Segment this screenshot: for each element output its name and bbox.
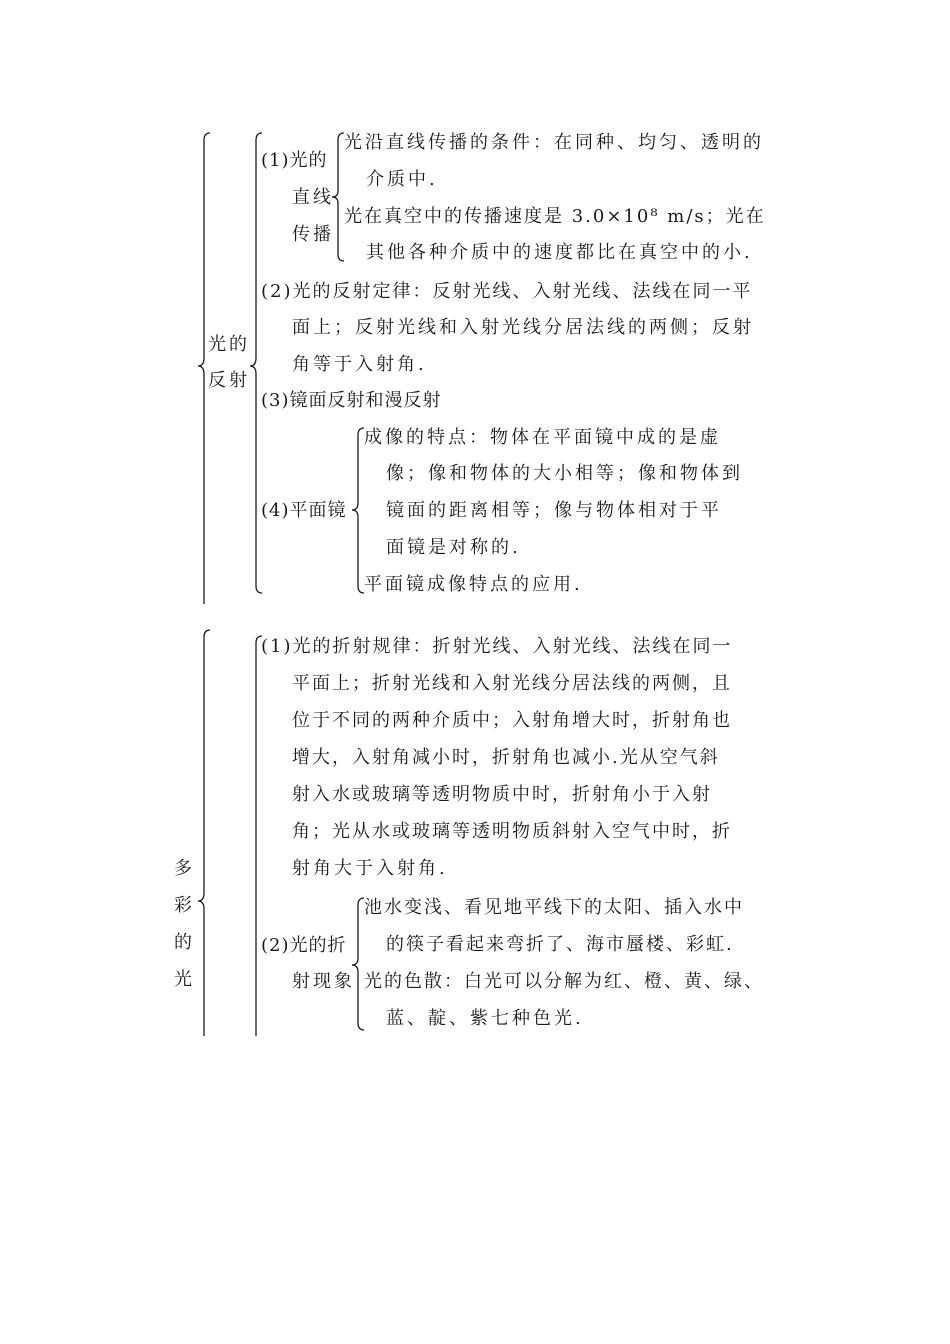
- reflection-law-1: (2)光的反射定律：反射光线、入射光线、法线在同一平: [261, 281, 753, 302]
- mirror-text-1: 成像的特点：物体在平面镜中成的是虚: [364, 427, 721, 448]
- root-reflection-line2: 反射: [208, 370, 250, 391]
- reflection-law-3: 角等于入射角.: [292, 354, 427, 375]
- mirror-text-3: 镜面的距离相等；像与物体相对于平: [386, 500, 722, 521]
- propagation-text-4: 其他各种介质中的速度都比在真空中的小.: [366, 242, 753, 263]
- reflection-law-2: 面上；反射光线和入射光线分居法线的两侧；反射: [292, 317, 754, 338]
- brace-mirror: [352, 428, 364, 593]
- refraction-law-1: (1)光的折射规律：折射光线、入射光线、法线在同一: [261, 636, 733, 657]
- root-colorful-1: 多: [174, 858, 192, 879]
- propagation-text-1: 光沿直线传播的条件：在同种、均匀、透明的: [344, 132, 764, 153]
- refraction-phenomena-3: 光的色散：白光可以分解为红、橙、黄、绿、: [364, 971, 764, 992]
- mirror-label: (4)平面镜: [261, 500, 347, 521]
- mirror-text-4: 面镜是对称的.: [386, 537, 521, 558]
- refraction-phenomena-1: 池水变浅、看见地平线下的太阳、插入水中: [364, 897, 744, 918]
- propagation-text-2: 介质中.: [366, 169, 438, 190]
- propagation-label-1: (1)光的: [261, 150, 328, 171]
- brace-refraction-phenomena: [352, 898, 364, 1030]
- refraction-law-5: 射入水或玻璃等透明物质中时，折射角小于入射: [292, 784, 712, 805]
- mirror-text-2: 像；像和物体的大小相等；像和物体到: [386, 463, 743, 484]
- refraction-law-2: 平面上；折射光线和入射光线分居法线的两侧，且: [292, 673, 732, 694]
- root-colorful-2: 彩: [174, 895, 192, 916]
- refraction-phenomena-4: 蓝、靛、紫七种色光.: [386, 1008, 584, 1029]
- brace-reflection: [198, 133, 210, 604]
- root-reflection-line1: 光的: [208, 334, 250, 355]
- root-colorful-3: 的: [174, 932, 192, 953]
- propagation-label-2: 直线: [292, 187, 334, 208]
- refraction-phenomena-2: 的筷子看起来弯折了、海市蜃楼、彩虹.: [386, 934, 734, 955]
- propagation-label-3: 传播: [292, 224, 334, 245]
- specular-diffuse: (3)镜面反射和漫反射: [261, 390, 442, 411]
- propagation-text-3: 光在真空中的传播速度是 3.0×10⁸ m/s；光在: [344, 206, 766, 227]
- refraction-law-4: 增大，入射角减小时，折射角也减小.光从空气斜: [292, 747, 720, 768]
- refraction-phenomena-label-1: (2)光的折: [261, 935, 347, 956]
- brace-refraction-items: [256, 636, 262, 1036]
- mirror-text-5: 平面镜成像特点的应用.: [364, 574, 583, 595]
- refraction-law-6: 角；光从水或玻璃等透明物质斜射入空气中时，折: [292, 821, 732, 842]
- refraction-law-7: 射角大于入射角.: [292, 858, 448, 879]
- refraction-phenomena-label-2: 射现象: [292, 971, 355, 992]
- brace-reflection-items: [250, 133, 262, 593]
- root-colorful-4: 光: [174, 969, 192, 990]
- brace-colorful-light: [198, 630, 210, 1036]
- refraction-law-3: 位于不同的两种介质中；入射角增大时，折射角也: [292, 710, 732, 731]
